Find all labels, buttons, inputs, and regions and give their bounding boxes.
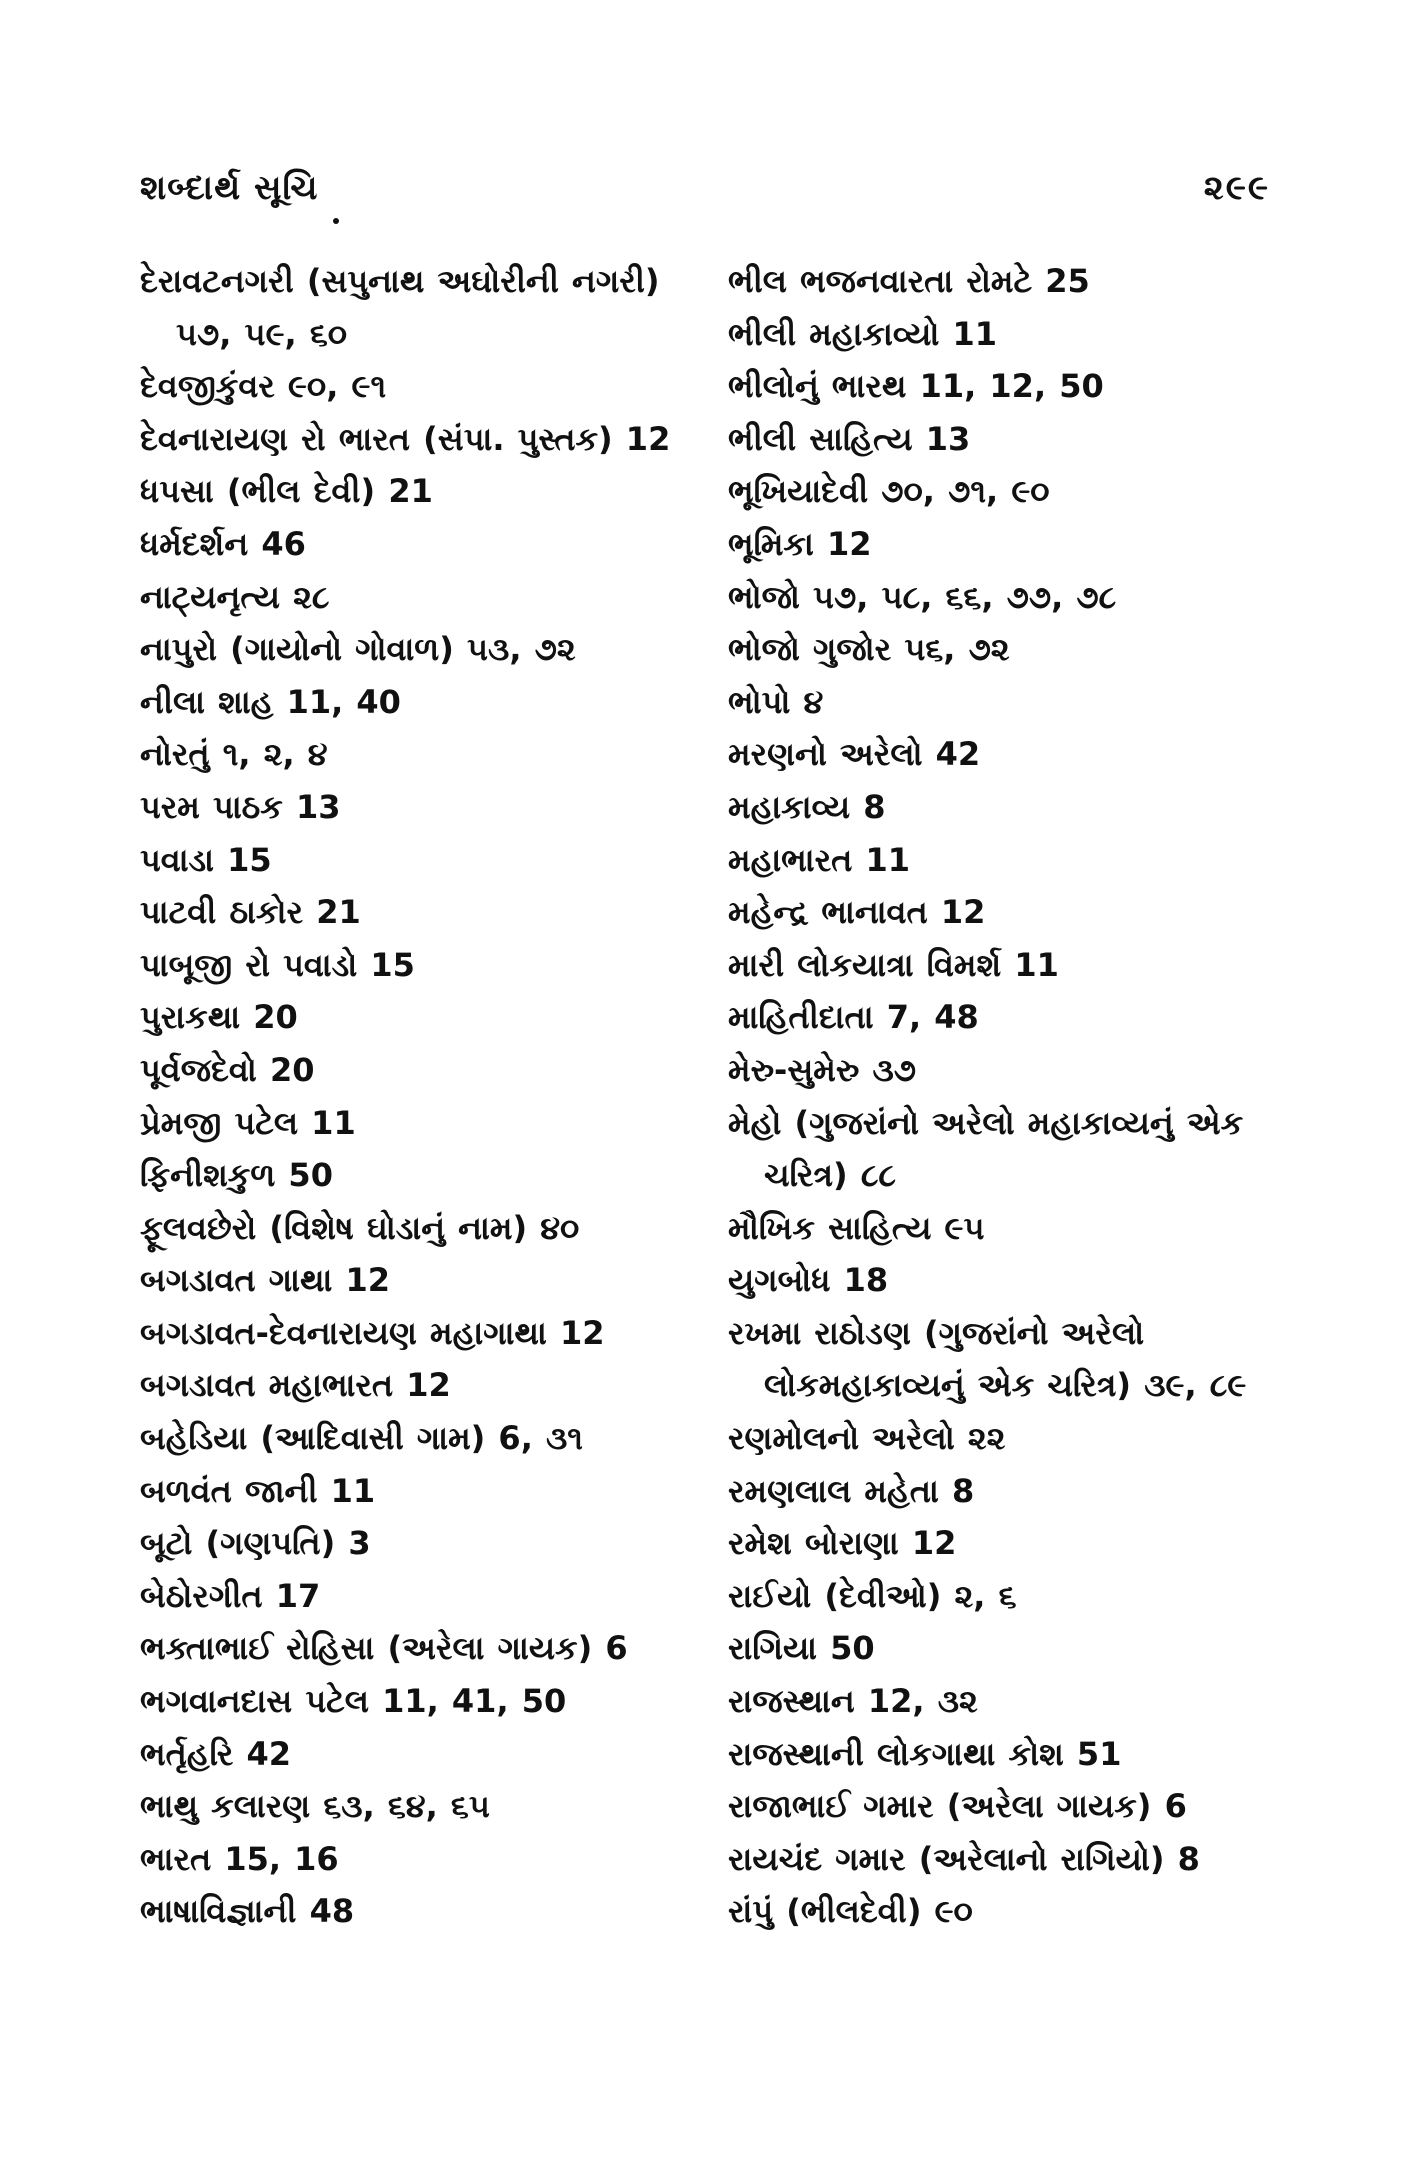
index-entry: મારી લોકયાત્રા વિમર્શ 11: [728, 945, 1059, 984]
index-entry: નાપુરો (ગાયોનો ગોવાળ) ૫૩, ૭૨: [140, 630, 576, 669]
index-entry: રાજસ્થાન 12, ૩૨: [728, 1682, 978, 1721]
index-entry: નીલા શાહ 11, 40: [140, 682, 401, 721]
index-entry: ભક્તાભાઈ રોહિસા (અરેલા ગાયક) 6: [140, 1629, 628, 1668]
index-entry: બૂટો (ગણપતિ) 3: [140, 1524, 371, 1563]
index-entry: ભર્તૃહરિ 42: [140, 1734, 292, 1773]
index-entry: પ્રેમજી પટેલ 11: [140, 1103, 356, 1142]
index-entry: પવાડા 15: [140, 840, 272, 879]
index-entry: બળવંત જાની 11: [140, 1471, 376, 1510]
index-entry: દેરાવટનગરી (સપુનાથ અઘોરીની નગરી) ૫૭, ૫૯, ૬૦: [140, 262, 660, 353]
index-entry: મૌખિક સાહિત્ય ૯૫: [728, 1208, 985, 1247]
index-entry: ભગવાનદાસ પટેલ 11, 41, 50: [140, 1682, 567, 1721]
index-entry: ફૂલવછેરો (વિશેષ ઘોડાનું નામ) ૪૦: [140, 1208, 580, 1247]
page-number: ૨૯૯: [1203, 168, 1270, 208]
index-entry: મહાકાવ્ય 8: [728, 787, 886, 826]
index-entry: ભોજો ૫૭, ૫૮, ૬૬, ૭૭, ૭૮: [728, 577, 1117, 616]
index-entry: ભૂમિકા 12: [728, 524, 872, 563]
index-entry: ભાષાવિજ્ઞાની 48: [140, 1892, 355, 1931]
index-entry: રમણલાલ મહેતા 8: [728, 1471, 975, 1510]
print-speck: [333, 218, 339, 224]
index-entry: નાટ્યનૃત્ય ૨૮: [140, 577, 330, 616]
index-entry: રાગિયા 50: [728, 1629, 875, 1668]
index-entry: ભારત 15, 16: [140, 1839, 339, 1878]
index-entry: રાજસ્થાની લોકગાથા કોશ 51: [728, 1734, 1122, 1773]
index-entry: રમેશ બોરાણા 12: [728, 1524, 957, 1563]
index-entry: પાબૂજી રો પવાડો 15: [140, 945, 415, 984]
index-entry: નોરતું ૧, ૨, ૪: [140, 735, 328, 774]
index-entry: રાંપું (ભીલદેવી) ૯૦: [728, 1892, 973, 1931]
index-column-right: [728, 255, 1278, 1938]
index-entry: ભોપો ૪: [728, 682, 824, 721]
index-entry: ભાથુ કલારણ ૬૩, ૬૪, ૬૫: [140, 1787, 490, 1826]
index-entry: માહિતીદાતા 7, 48: [728, 998, 979, 1037]
running-title: શબ્દાર્થ સૂચિ: [140, 168, 319, 208]
index-entry: મેહો (ગુજરાંનો અરેલો મહાકાવ્યનું એક ચરિત્ર) ૮૮: [728, 1103, 1244, 1195]
index-entry: ભીલ ભજનવારતા રોમટે 25: [728, 262, 1090, 300]
index-entry: રખમા રાઠોડણ (ગુજરાંનો અરેલો લોકમહાકાવ્યનું એક ચરિત્ર) ૩૯, ૮૯: [728, 1313, 1247, 1405]
index-entry: ફિનીશકુળ 50: [140, 1156, 333, 1195]
index-entry: ભોજો ગુજોર ૫૬, ૭૨: [728, 630, 1010, 669]
index-entry: બગડાવત મહાભારત 12: [140, 1366, 451, 1405]
index-entry: યુગબોધ 18: [728, 1261, 889, 1300]
index-entry: મેરુ-સુમેરુ ૩૭: [728, 1050, 916, 1089]
index-entry: પૂર્વજદેવો 20: [140, 1050, 315, 1089]
index-entry: ભૂખિયાદેવી ૭૦, ૭૧, ૯૦: [728, 472, 1050, 511]
index-entry: બગડાવત-દેવનારાયણ મહાગાથા 12: [140, 1313, 605, 1352]
index-entry: પુરાકથા 20: [140, 998, 298, 1037]
index-entry: બગડાવત ગાથા 12: [140, 1261, 391, 1300]
index-entry: ભીલી મહાકાવ્યો 11: [728, 314, 998, 353]
index-entry: રાજાભાઈ ગમાર (અરેલા ગાયક) 6: [728, 1787, 1187, 1826]
index-entry: મહાભારત 11: [728, 840, 911, 879]
index-entry: બહેડિયા (આદિવાસી ગામ) 6, ૩૧: [140, 1419, 583, 1458]
index-entry: રણમોલનો અરેલો ૨૨: [728, 1419, 1006, 1458]
index-entry: ભીલોનું ભારથ 11, 12, 50: [728, 367, 1104, 406]
index-entry: ધર્મદર્શન 46: [140, 524, 306, 563]
index-entry: પરમ પાઠક 13: [140, 787, 341, 826]
index-entry: મહેન્દ્ર ભાનાવત 12: [728, 893, 986, 932]
index-entry: બેઠોરગીત 17: [140, 1576, 321, 1615]
index-entry: મરણનો અરેલો 42: [728, 735, 981, 774]
index-entry: ધપસા (ભીલ દેવી) 21: [140, 472, 433, 511]
index-entry: ભીલી સાહિત્ય 13: [728, 419, 971, 458]
index-entry: રાયચંદ ગમાર (અરેલાનો રાગિયો) 8: [728, 1839, 1200, 1878]
index-entry: પાટવી ઠાકોર 21: [140, 893, 361, 932]
index-entry: દેવનારાયણ રો ભારત (સંપા. પુસ્તક) 12: [140, 419, 671, 458]
index-entry: રાઈયો (દેવીઓ) ૨, ૬: [728, 1576, 1017, 1615]
index-entry: દેવજીકુંવર ૯૦, ૯૧: [140, 367, 387, 406]
index-column-left: [140, 255, 700, 1938]
